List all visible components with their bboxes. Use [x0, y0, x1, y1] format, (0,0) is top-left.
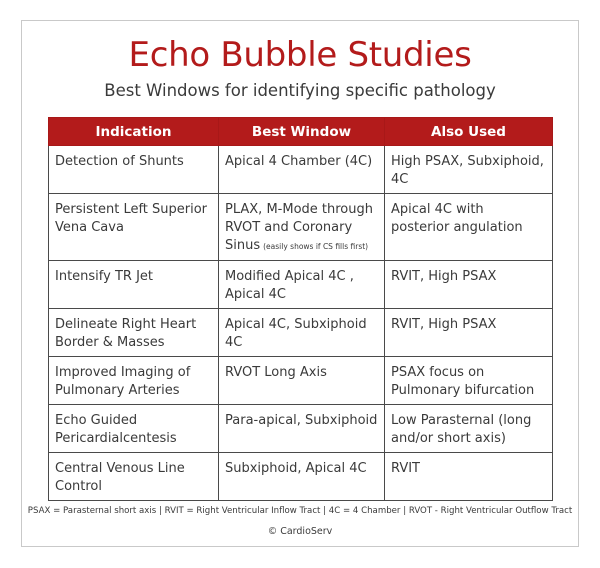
- cell-also-used: PSAX focus on Pulmonary bifurcation: [385, 357, 553, 405]
- header-best-window: Best Window: [219, 118, 385, 146]
- table-row: [49, 261, 553, 309]
- cell-indication: Detection of Shunts: [49, 146, 219, 194]
- cell-indication: Central Venous Line Control: [49, 453, 219, 501]
- cell-also-used: RVIT: [385, 453, 553, 501]
- cell-indication: Echo Guided Pericardialcentesis: [49, 405, 219, 453]
- table-row: [49, 194, 553, 261]
- cell-best-window: Apical 4C, Subxiphoid 4C: [219, 309, 385, 357]
- header-also-used: Also Used: [385, 118, 553, 146]
- cell-indication: Improved Imaging of Pulmonary Arteries: [49, 357, 219, 405]
- cell-also-used: Apical 4C with posterior angulation: [385, 194, 553, 261]
- cell-indication: Persistent Left Superior Vena Cava: [49, 194, 219, 261]
- infographic-card: [21, 20, 579, 547]
- page-subtitle: Best Windows for identifying specific pathology: [104, 81, 496, 100]
- cell-indication: Delineate Right Heart Border & Masses: [49, 309, 219, 357]
- cell-also-used: RVIT, High PSAX: [385, 261, 553, 309]
- cell-best-window: RVOT Long Axis: [219, 357, 385, 405]
- windows-table: [48, 117, 553, 501]
- table-row: [49, 357, 553, 405]
- table-row: [49, 453, 553, 501]
- cell-indication: Intensify TR Jet: [49, 261, 219, 309]
- cell-also-used: High PSAX, Subxiphoid, 4C: [385, 146, 553, 194]
- cell-also-used: RVIT, High PSAX: [385, 309, 553, 357]
- table-row: [49, 309, 553, 357]
- cell-best-window: Modified Apical 4C , Apical 4C: [219, 261, 385, 309]
- cell-best-window: Apical 4 Chamber (4C): [219, 146, 385, 194]
- table-row: [49, 405, 553, 453]
- table-row: [49, 146, 553, 194]
- cell-best-window: Para-apical, Subxiphoid: [219, 405, 385, 453]
- cell-also-used: Low Parasternal (long and/or short axis): [385, 405, 553, 453]
- best-window-note: (easily shows if CS fills first): [263, 242, 369, 251]
- best-window-text: PLAX, M-Mode through RVOT and Coronary Sinus: [225, 202, 373, 253]
- page-title: Echo Bubble Studies: [128, 35, 472, 75]
- abbreviation-footnote: PSAX = Parasternal short axis | RVIT = Right Ventricular Inflow Tract | 4C = 4 Chamber | RVOT - Right Ventricular Outflow Tract: [27, 506, 573, 516]
- cell-best-window: [219, 194, 385, 261]
- header-indication: Indication: [49, 118, 219, 146]
- table-header-row: [49, 118, 553, 146]
- cell-best-window: Subxiphoid, Apical 4C: [219, 453, 385, 501]
- copyright-notice: © CardioServ: [267, 526, 333, 537]
